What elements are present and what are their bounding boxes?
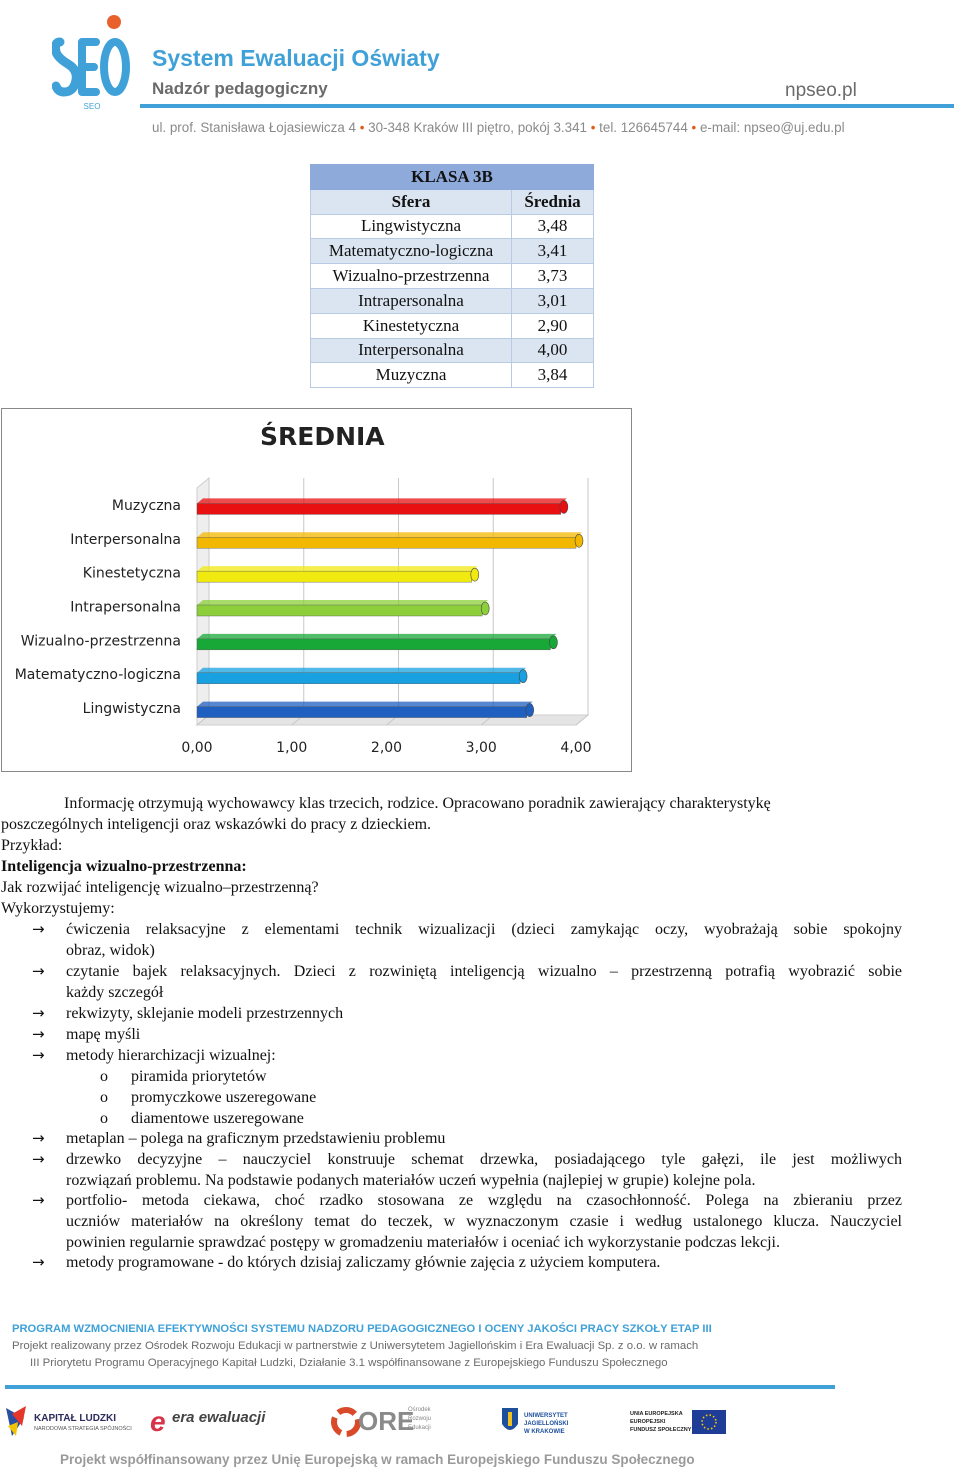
cell-sphere: Matematyczno-logiczna (311, 239, 512, 264)
separator-dot: • (359, 120, 365, 135)
address-street: ul. prof. Stanisława Łojasiewicza 4 (152, 120, 356, 135)
cell-mean: 3,84 (512, 363, 594, 388)
x-tick-label: 2,00 (370, 740, 403, 756)
list-item: rekwizyty, sklejanie modeli przestrzennych (66, 1005, 344, 1022)
arrow-bullet-icon: → (32, 1191, 45, 1209)
list-item-line: obraz, widok) (66, 942, 155, 959)
bar-end-cap (549, 636, 557, 649)
bar (197, 503, 561, 514)
kapital-ludzki-icon (4, 1404, 28, 1438)
separator-dot: • (590, 120, 596, 135)
cell-sphere: Kinestetyczna (311, 313, 512, 338)
y-category-label: Kinestetyczna (82, 565, 181, 582)
x-tick-label: 0,00 (181, 740, 213, 756)
table-row (311, 214, 594, 239)
sub-list-item: promyczkowe uszeregowane (131, 1089, 317, 1106)
list-item-line: drzewko decyzyjne – nauczyciel konstruuje schemat drzewka, posiadającego tyle gałęzi, ile jest możliwych (66, 1151, 902, 1168)
logo-label-line: FUNDUSZ SPOŁECZNY (630, 1427, 692, 1433)
cell-sphere: Interpersonalna (311, 338, 512, 363)
cell-sphere: Muzyczna (311, 363, 512, 388)
logo-label-line: JAGIELLOŃSKI (524, 1421, 569, 1427)
y-category-label: Intrapersonalna (70, 599, 181, 616)
org-name: System Ewaluacji Oświaty (152, 45, 440, 71)
logo-sublabel (408, 1406, 431, 1433)
cell-mean: 4,00 (512, 338, 594, 363)
y-category-label: Interpersonalna (70, 531, 181, 548)
org-subtitle: Nadzór pedagogiczny (152, 79, 328, 98)
cell-mean: 3,73 (512, 264, 594, 289)
table-row (311, 288, 594, 313)
bar (197, 605, 482, 616)
arrow-bullet-icon: → (32, 962, 45, 980)
bar (197, 537, 576, 548)
y-category-label: Matematyczno-logiczna (14, 667, 181, 684)
sub-list-item: piramida priorytetów (131, 1068, 267, 1085)
uj-logo (500, 1404, 580, 1440)
bar (197, 639, 550, 650)
list-item (66, 919, 902, 961)
table-row (311, 239, 594, 264)
table-row (311, 313, 594, 338)
y-category-label: Muzyczna (111, 497, 181, 514)
logo-sublabel: NARODOWA STRATEGIA SPÓJNOŚCI (34, 1426, 132, 1432)
logo-label-line: W KRAKOWIE (524, 1429, 565, 1435)
separator-dot: • (691, 120, 697, 135)
cell-sphere: Lingwistyczna (311, 214, 512, 239)
table-row (311, 338, 594, 363)
logo-label: era ewaluacji (172, 1409, 266, 1426)
list-item: metody programowane - do których dzisiaj zaliczamy głównie zajęcia z użyciem komputera. (66, 1254, 661, 1271)
footer-cofinancing-note: Projekt współfinansowany przez Unię Europejską w ramach Europejskiego Funduszu Społecznego (60, 1452, 695, 1467)
eu-logo (630, 1410, 730, 1440)
section-heading: Inteligencja wizualno-przestrzenna: (1, 858, 247, 875)
circle-bullet-icon: o (100, 1110, 108, 1127)
arrow-bullet-icon: → (32, 1025, 45, 1043)
x-tick-label: 3,00 (465, 740, 497, 756)
footer-divider (5, 1385, 835, 1389)
x-tick-label: 1,00 (276, 740, 308, 756)
example-label: Przykład: (1, 837, 63, 854)
logo-sublabel-line: Ośrodek (408, 1407, 431, 1413)
eu-flag-icon (692, 1410, 726, 1434)
sub-list-item: diamentowe uszeregowane (131, 1110, 304, 1127)
era-icon: e (150, 1406, 166, 1437)
arrow-bullet-icon: → (32, 1046, 45, 1064)
table-title: KLASA 3B (311, 165, 594, 190)
logo-sublabel-line: Edukacji (408, 1425, 431, 1431)
intro-line-2: poszczególnych inteligencji oraz wskazówki do pracy z dzieckiem. (1, 816, 432, 833)
list-item-line: czytanie bajek relaksacyjnych. Dzieci z rozwiniętą inteligencją wizualno – przestrzenną potrafią wyobrazić sobie (66, 963, 902, 980)
address-phone: tel. 126645744 (599, 120, 688, 135)
list-item: metody hierarchizacji wizualnej: (66, 1047, 276, 1064)
logo-label (524, 1412, 568, 1436)
list-item-line: powinien regularnie sprawdzać postępy w gromadzeniu materiałów i oceniać ich wykorzystanie podczas lekcji. (66, 1234, 780, 1251)
cell-sphere: Intrapersonalna (311, 288, 512, 313)
list-item-line: portfolio- metoda ciekawa, choć rzadko stosowana ze względu na czasochłonność. Polega na zbieraniu przez (66, 1192, 902, 1209)
arrow-bullet-icon: → (32, 1253, 45, 1271)
circle-bullet-icon: o (100, 1089, 108, 1106)
arrow-bullet-icon: → (32, 920, 45, 938)
bar-top (197, 532, 582, 537)
bar-end-cap (526, 704, 534, 717)
list-item-line: rozwiązań problemu. Na podstawie podanych materiałów uczeń wypełnia (najlepiej w grupie) kolejne pola. (66, 1172, 756, 1189)
question-line: Jak rozwijać inteligencję wizualno–przestrzenną? (1, 879, 319, 896)
logo-label (630, 1410, 691, 1434)
logo-label-line: EUROPEJSKI (630, 1419, 666, 1425)
bar-end-cap (481, 602, 489, 615)
circle-bullet-icon: o (100, 1068, 108, 1085)
bar (197, 707, 527, 718)
class-results-table (310, 164, 594, 388)
bar-top (197, 566, 478, 571)
table-row (311, 264, 594, 289)
list-item (66, 1149, 902, 1191)
bar-top (197, 702, 533, 707)
intro-line-1: Informację otrzymują wychowawcy klas trzecich, rodzice. Opracowano poradnik zawierający charakterystykę (64, 795, 771, 812)
table-header-sphere: Sfera (311, 189, 512, 214)
list-item: mapę myśli (66, 1026, 141, 1043)
list-item-line: ćwiczenia relaksacyjne z elementami technik wizualizacji (dzieci zamykając oczy, wyobrażają sobie spokojny (66, 921, 902, 938)
bar (197, 673, 520, 684)
table-row (311, 363, 594, 388)
ore-logo (330, 1404, 440, 1442)
logo-sublabel-line: Rozwoju (408, 1416, 432, 1422)
list-item (66, 961, 902, 1003)
cell-mean: 3,48 (512, 214, 594, 239)
x-tick-label: 4,00 (560, 740, 592, 756)
we-use-label: Wykorzystujemy: (1, 900, 115, 917)
seo-logo (52, 12, 132, 110)
y-category-label: Wizualno-przestrzenna (20, 633, 181, 650)
cell-sphere: Wizualno-przestrzenna (311, 264, 512, 289)
bar-chart (0, 470, 630, 766)
arrow-bullet-icon: → (32, 1150, 45, 1168)
bar-end-cap (575, 534, 583, 547)
uj-crest-icon (500, 1406, 520, 1436)
footer-project-line: Projekt realizowany przez Ośrodek Rozwoju Edukacji w partnerstwie z Uniwersytetem Jagiellońskim i Era Ewaluacji Sp. z o.o. w ramach (12, 1340, 699, 1352)
logo-label-line: UNIA EUROPEJSKA (630, 1411, 683, 1417)
list-item (66, 1190, 902, 1253)
bar-top (197, 498, 567, 503)
bar-top (197, 600, 488, 605)
table-header-mean: Średnia (512, 189, 594, 214)
bar-end-cap (519, 670, 527, 683)
chart-title: ŚREDNIA (260, 422, 385, 451)
address-city: 30-348 Kraków III piętro, pokój 3.341 (368, 120, 587, 135)
logo-label: KAPITAŁ LUDZKI (34, 1413, 117, 1424)
contact-address (152, 120, 845, 135)
bar-top (197, 668, 526, 673)
y-category-label: Lingwistyczna (82, 701, 181, 718)
list-item-line: uczniów materiałów na określony temat do teczek, w wyznaczonym czasie i według ustalonego klucza. Nauczyciel (66, 1213, 902, 1230)
kapital-ludzki-logo (4, 1402, 144, 1442)
logo-label-line: UNIWERSYTET (524, 1413, 568, 1419)
arrow-bullet-icon: → (32, 1004, 45, 1022)
logo-text: SEO (83, 102, 101, 110)
bar (197, 571, 472, 582)
bar-top (197, 634, 556, 639)
address-email[interactable]: e-mail: npseo@uj.edu.pl (699, 120, 845, 135)
footer-priority-line: III Priorytetu Programu Operacyjnego Kapitał Ludzki, Działanie 3.1 współfinansowane z Europejskiego Funduszu Społecznego (30, 1357, 668, 1369)
bar-end-cap (560, 500, 568, 513)
logo-label: ORE (358, 1406, 415, 1436)
cell-mean: 2,90 (512, 313, 594, 338)
cell-mean: 3,41 (512, 239, 594, 264)
website-link[interactable]: npseo.pl (785, 80, 857, 101)
cell-mean: 3,01 (512, 288, 594, 313)
list-item: metaplan – polega na graficznym przedstawieniu problemu (66, 1130, 446, 1147)
arrow-bullet-icon: → (32, 1129, 45, 1147)
list-item-line: każdy szczegół (66, 984, 164, 1001)
era-ewaluacji-logo (150, 1402, 280, 1446)
logo-dot (107, 15, 121, 29)
footer-program-line: PROGRAM WZMOCNIENIA EFEKTYWNOŚCI SYSTEMU NADZORU PEDAGOGICZNEGO I OCENY JAKOŚCI PRACY SZKOŁY ETAP III (12, 1323, 712, 1335)
bar-end-cap (471, 568, 479, 581)
header-divider (140, 104, 954, 108)
